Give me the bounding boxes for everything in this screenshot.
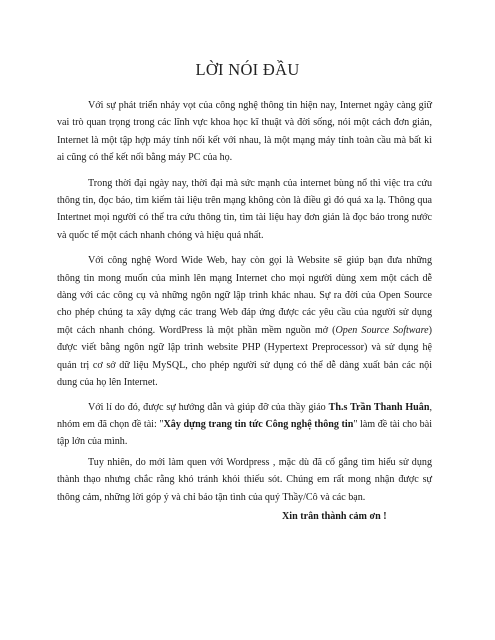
page-title: LỜI NÓI ĐẦU (195, 60, 300, 79)
paragraph-4-text-a: Với lí do đó, được sự hướng dẫn và giúp đỡ của thầy giáo (88, 401, 329, 413)
project-topic: Xây dựng trang tin tức Công nghệ thông tin (163, 418, 354, 430)
paragraph-2: Trong thời đại ngày nay, thời đại mà sức mạnh của internet bùng nổ thì việc tra cứu thông tin, đọc báo, tìm kiếm tài liệu trên mạng không còn là điều gì đó quá xa lạ. Thông qua Intertnet mọi người có thể tra cứu thông tin, tìm tài liệu hay đơn giản là đọc báo trong nước và quốc tế một cách nhanh chóng và hiệu quả nhất. (57, 177, 432, 241)
signoff: Xin trân thành cảm ơn ! (282, 511, 387, 522)
paragraph-5: Tuy nhiên, do mới làm quen với Wordpress , mặc dù đã cố gắng tìm hiểu sử dụng thành thạo nhưng chắc rằng khó tránh khỏi thiếu sót. Chúng em rất mong nhận được sự thông cảm, những lời góp ý và chỉ bảo tận tình của quý Thầy/Cô và các bạn. (57, 456, 432, 503)
paragraph-1: Với sự phát triển nhảy vọt của công nghệ thông tin hiện nay, Internet ngày càng giữ vai trò quan trọng trong các lĩnh vực khoa học kĩ thuật và đời sống, nói một cách đơn giản, Internet là một tập hợp máy tính nối kết với nhau, là một mạng máy tính toàn cầu mà bất kì ai cũng có thể kết nối bằng máy PC của họ. (57, 100, 432, 164)
paragraph-4-text-b: , nhóm em đã chọn đề tài: " (57, 401, 432, 430)
paragraph-3-text-a: Với công nghệ Word Wide Web, hay còn gọi là Website sẽ giúp bạn đưa những thông tin mong muốn của mình lên mạng Internet cho mọi người dùng xem một cách dễ dàng với các công cụ và những ngôn ngữ lập trình khác nhau. Sự ra đời của Open Source cho phép chúng ta xây dựng các trang Web đáp ứng được các yêu cầu của người sử dụng một cách nhanh chóng. WordPress là một phần mềm nguồn mở ( (57, 255, 432, 336)
paragraph-3-italic: Open Source Software (335, 324, 429, 336)
teacher-name: Th.s Trần Thanh Huân (328, 401, 430, 413)
paragraph-3-text-b: ) được viết bằng ngôn ngữ lập trình website PHP (Hypertext Preprocessor) và sử dụng hệ quản trị cơ sở dữ liệu MySQL, cho phép người sử dụng có thể dễ dàng xuất bản các nội dung của họ lên Internet. (57, 324, 432, 389)
paragraph-3 (57, 252, 432, 391)
document-body (57, 97, 432, 506)
paragraph-4 (57, 399, 432, 451)
paragraph-4-text-c: " làm đề tài cho bài tập lớn của mình. (57, 418, 432, 448)
